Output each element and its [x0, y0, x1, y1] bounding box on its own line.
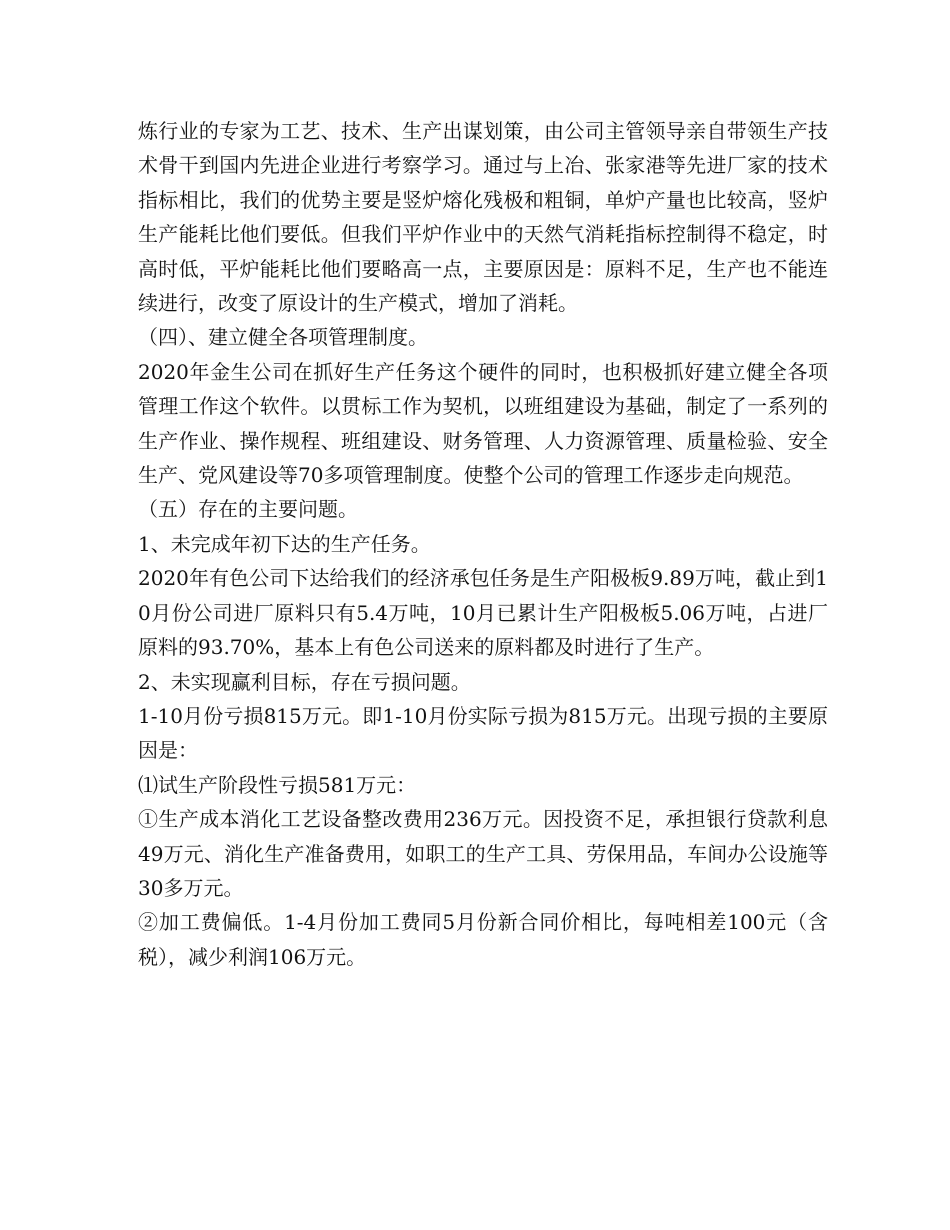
- document-page: [138, 114, 828, 974]
- section-heading-4: （四）、建立健全各项管理制度。: [138, 325, 428, 350]
- sub-item-1-b: ②加工费偏低。1-4月份加工费同5月份新合同价相比，每吨相差100元（含税），减少利润106万元。: [138, 910, 828, 969]
- sub-item-1-a: ①生产成本消化工艺设备整改费用236万元。因投资不足，承担银行贷款利息49万元、消化生产准备费用，如职工的生产工具、劳保用品，车间办公设施等30多万元。: [138, 807, 828, 900]
- paragraph-3: 2020年有色公司下达给我们的经济承包任务是生产阳极板9.89万吨，截止到10月份公司进厂原料只有5.4万吨，10月已累计生产阳极板5.06万吨，占进厂原料的93.70%，基本上有色公司送来的原料都及时进行了生产。: [138, 566, 828, 660]
- paragraph-2: 2020年金生公司在抓好生产任务这个硬件的同时，也积极抓好建立健全各项管理工作这个软件。以贯标工作为契机，以班组建设为基础，制定了一系列的生产作业、操作规程、班组建设、财务管理、人力资源管理、质量检验、安全生产、党风建设等70多项管理制度。使整个公司的管理工作逐步走向规范。: [138, 359, 828, 488]
- issue-heading-2: 2、未实现赢利目标，存在亏损问题。: [138, 669, 471, 694]
- paragraph-1: 炼行业的专家为工艺、技术、生产出谋划策，由公司主管领导亲自带领生产技术骨干到国内先进企业进行考察学习。通过与上冶、张家港等先进厂家的技术指标相比，我们的优势主要是竖炉熔化残极和粗铜，单炉产量也比较高，竖炉生产能耗比他们要低。但我们平炉作业中的天然气消耗指标控制得不稳定，时高时低，平炉能耗比他们要略高一点，主要原因是：原料不足，生产也不能连续进行，改变了原设计的生产模式，增加了消耗。: [138, 119, 828, 316]
- paragraph-4: 1-10月份亏损815万元。即1-10月份实际亏损为815万元。出现亏损的主要原因是：: [138, 703, 828, 763]
- issue-heading-1: 1、未完成年初下达的生产任务。: [138, 531, 431, 556]
- section-heading-5: （五）存在的主要问题。: [138, 497, 358, 522]
- sub-item-1: ⑴试生产阶段性亏损581万元：: [138, 772, 417, 797]
